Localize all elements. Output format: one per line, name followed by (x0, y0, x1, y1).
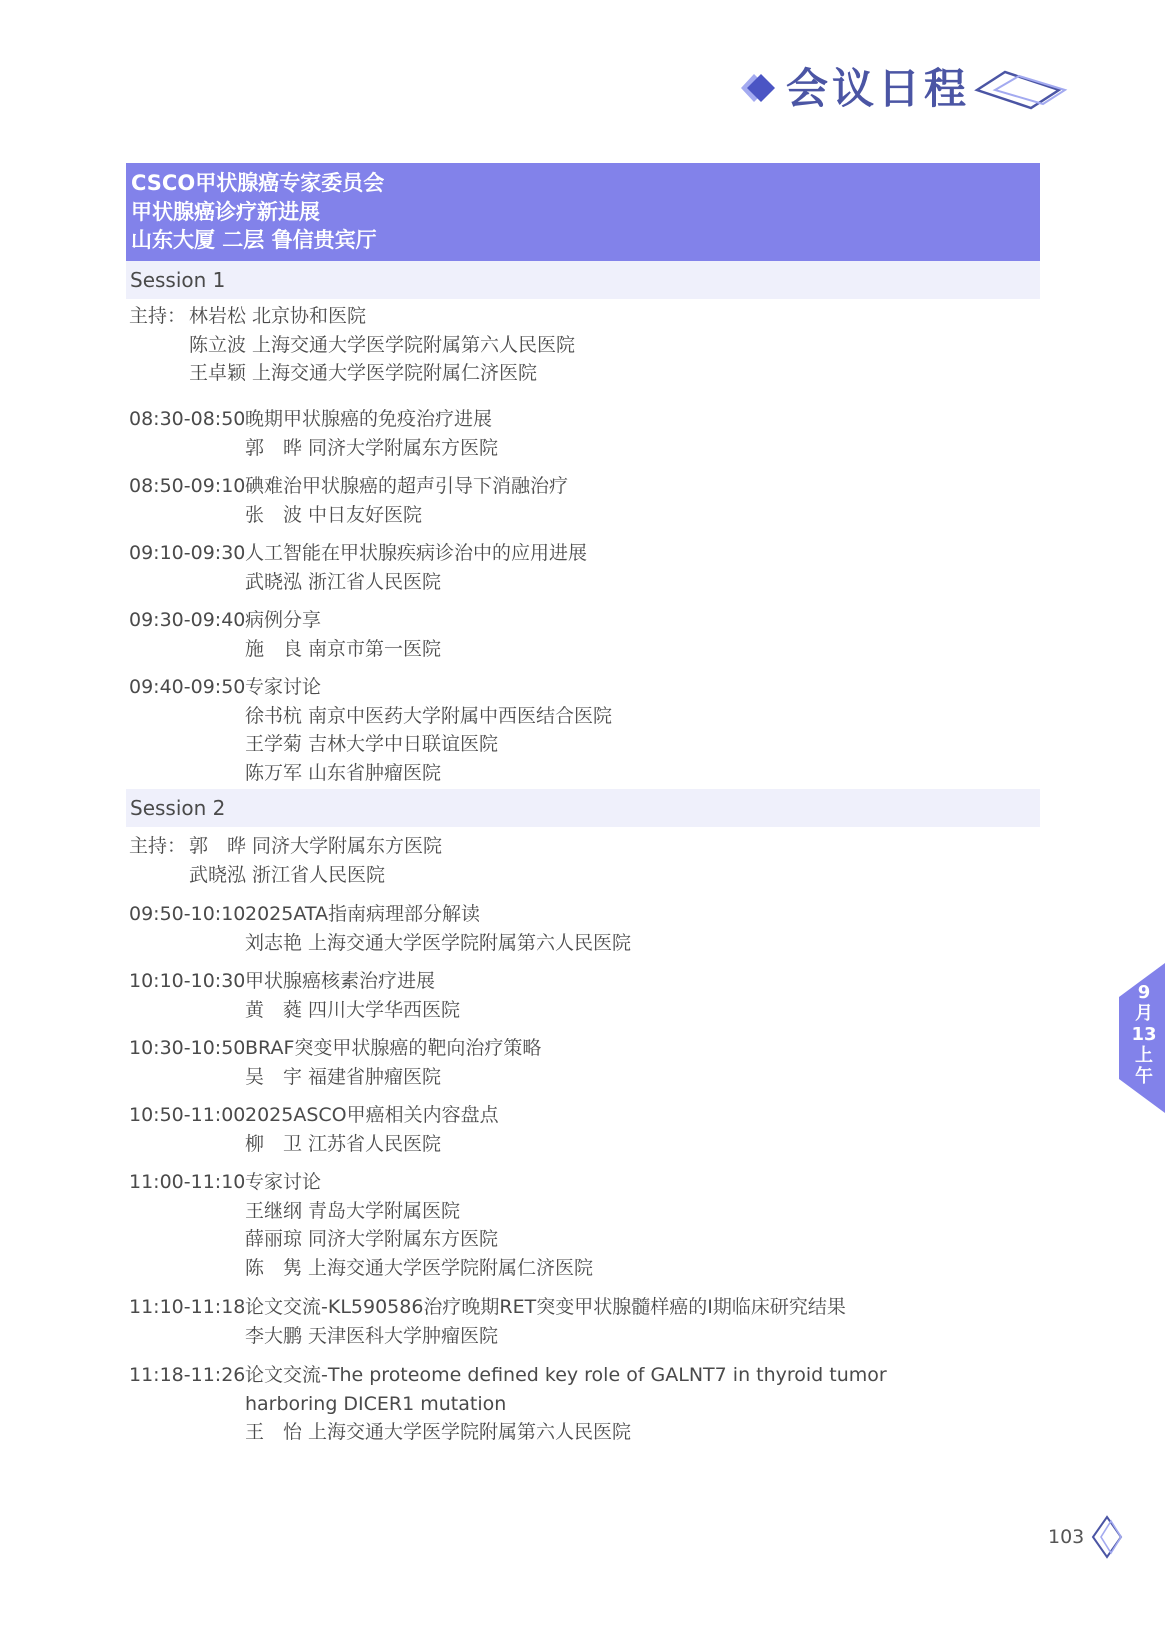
date-label (1127, 982, 1161, 1087)
talk-topic: 论文交流-The proteome defined key role of GALNT7 in thyroid tumor harboring DICER1 mutation (245, 1364, 887, 1415)
speaker: 李大鹏 天津医科大学肿瘤医院 (245, 1324, 499, 1347)
page-title: 会议日程 (786, 64, 971, 113)
host-name: 王卓颖 上海交通大学医学院附属仁济医院 (189, 362, 538, 384)
time-slot: 10:30-10:50 (129, 1037, 246, 1059)
session-2-header: Session 2 (126, 789, 1040, 827)
speaker: 陈万军 山东省肿瘤医院 (245, 761, 442, 784)
page-number: 103 (1048, 1526, 1085, 1548)
page-header (733, 58, 1153, 128)
schedule-item (129, 472, 1009, 529)
talk-topic: 碘难治甲状腺癌的超声引导下消融治疗 (245, 475, 569, 497)
diamond-outline-icon (1091, 1515, 1123, 1559)
schedule-item (129, 539, 1009, 596)
date-tab (1119, 963, 1165, 1113)
time-slot: 08:30-08:50 (129, 408, 246, 430)
host-name: 武晓泓 浙江省人民医院 (189, 863, 386, 886)
speaker: 徐书杭 南京中医药大学附属中西医结合医院 (245, 704, 613, 727)
time-slot: 09:40-09:50 (129, 676, 246, 698)
talk-topic: 2025ASCO甲癌相关内容盘点 (245, 1104, 499, 1126)
schedule-item (129, 1034, 1009, 1091)
schedule-item (129, 405, 1009, 462)
schedule-item (129, 1293, 1009, 1350)
speaker: 黄 蕤 四川大学华西医院 (245, 998, 461, 1021)
speaker: 张 波 中日友好医院 (245, 503, 423, 526)
conference-banner (126, 163, 1040, 261)
venue: 山东大厦 二层 鲁信贵宾厅 (131, 228, 377, 252)
speaker: 吴 宇 福建省肿瘤医院 (245, 1065, 442, 1088)
time-slot: 11:18-11:26 (129, 1364, 246, 1386)
host-label: 主持： (129, 305, 187, 327)
host-name: 林岩松 北京协和医院 (189, 305, 367, 327)
time-slot: 09:30-09:40 (129, 609, 246, 631)
schedule-item (129, 900, 1009, 957)
talk-topic: 论文交流-KL590586治疗晚期RET突变甲状腺髓样癌的Ⅰ期临床研究结果 (245, 1296, 846, 1318)
time-slot: 10:10-10:30 (129, 970, 246, 992)
speaker: 王 怡 上海交通大学医学院附属第六人民医院 (245, 1421, 632, 1443)
date-day-num: 13 (1131, 1024, 1157, 1045)
schedule-item (129, 967, 1009, 1024)
committee-name: CSCO甲状腺癌专家委员会 (131, 171, 385, 195)
time-slot: 08:50-09:10 (129, 475, 246, 497)
time-slot: 09:50-10:10 (129, 903, 246, 925)
host-name: 郭 晔 同济大学附属东方医院 (189, 835, 443, 857)
date-period-char-2: 午 (1135, 1066, 1153, 1087)
schedule-item (129, 1361, 1009, 1447)
speaker: 王继纲 青岛大学附属医院 (245, 1199, 461, 1222)
speaker: 薛丽琼 同济大学附属东方医院 (245, 1228, 499, 1250)
host-name: 陈立波 上海交通大学医学院附属第六人民医院 (189, 333, 576, 356)
schedule-item (129, 673, 1009, 787)
talk-topic: 2025ATA指南病理部分解读 (245, 903, 481, 925)
double-diamond-icon (973, 70, 1069, 110)
schedule-item (129, 1168, 1009, 1282)
speaker: 王学菊 吉林大学中日联谊医院 (245, 733, 499, 755)
talk-topic: 甲状腺癌核素治疗进展 (245, 970, 436, 992)
date-month-char: 月 (1135, 1003, 1153, 1024)
talk-topic: 专家讨论 (245, 1171, 322, 1193)
time-slot: 11:10-11:18 (129, 1296, 246, 1318)
talk-topic: 专家讨论 (245, 676, 322, 698)
host-label: 主持： (129, 835, 187, 857)
talk-topic: BRAF突变甲状腺癌的靶向治疗策略 (245, 1037, 542, 1059)
speaker: 刘志艳 上海交通大学医学院附属第六人民医院 (245, 931, 632, 954)
time-slot: 10:50-11:00 (129, 1104, 246, 1126)
time-slot: 11:00-11:10 (129, 1171, 246, 1193)
date-month-num: 9 (1137, 982, 1151, 1003)
schedule-item (129, 1101, 1009, 1158)
schedule-item (129, 606, 1009, 663)
talk-topic: 病例分享 (245, 609, 322, 631)
diamond-icon (741, 70, 777, 106)
time-slot: 09:10-09:30 (129, 542, 246, 564)
session-1-header: Session 1 (126, 261, 1040, 299)
speaker: 郭 晔 同济大学附属东方医院 (245, 436, 499, 459)
speaker: 柳 卫 江苏省人民医院 (245, 1132, 442, 1155)
session-theme: 甲状腺癌诊疗新进展 (131, 199, 320, 224)
speaker: 陈 隽 上海交通大学医学院附属仁济医院 (245, 1256, 594, 1279)
date-period-char-1: 上 (1135, 1045, 1153, 1066)
speaker: 施 良 南京市第一医院 (245, 637, 442, 660)
talk-topic: 人工智能在甲状腺疾病诊治中的应用进展 (245, 542, 588, 564)
speaker: 武晓泓 浙江省人民医院 (245, 570, 442, 593)
talk-topic: 晚期甲状腺癌的免疫治疗进展 (245, 408, 493, 430)
